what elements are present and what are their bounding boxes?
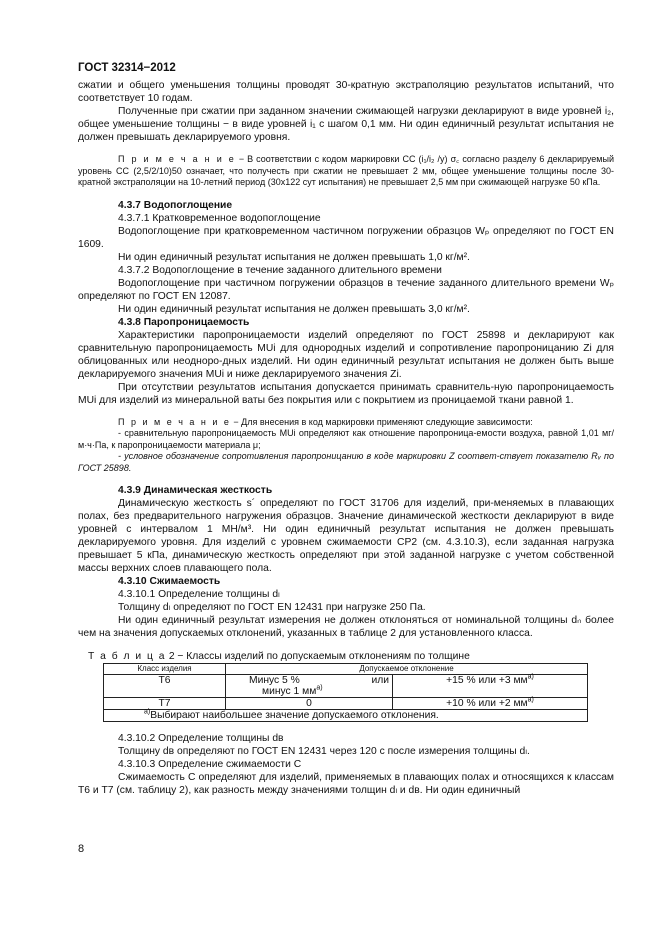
table-cell-text: +15 % или +3 мм bbox=[446, 675, 528, 686]
paragraph: Ни один единичный результат испытания не должен превышать 1,0 кг/м². bbox=[118, 251, 470, 263]
note-text: − Для внесения в код маркировки применяют следующие зависимости: bbox=[230, 416, 533, 427]
note-label: П р и м е ч а н и е bbox=[118, 154, 236, 164]
note-text: − В соответствии с кодом маркировки CC (i₁/i₂ /y) σ꜀ согласно разделу 6 декларируемый уровень CC (2,5/2/10)50 означает, что получесть при сжатии не превышает 2 мм, общее уменьшение толщины после 30-кратной экстраполяции на 10-летний период (30x122 сут испытания) не превышает 2,5 мм при сжимающей нагрузке 50 кПа. bbox=[78, 154, 614, 187]
paragraph: Ни один единичный результат испытания не должен превышать 3,0 кг/м². bbox=[118, 303, 470, 315]
table-header-row bbox=[104, 664, 588, 675]
paragraph: Характеристики паропроницаемости изделий определяют по ГОСТ 25898 и декларируют как сравнительную паропроницаемость MUi для однородных изделий и сопротивление паропроницанию Zi для облицованных или неодноро-дных изделий. Ни один единичный результат испытания не должен быть выше декларируемого значения MUi и ниже декларируемого значения Zi. bbox=[78, 329, 614, 380]
table-footnote bbox=[104, 710, 588, 722]
note-label: П р и м е ч а н и е bbox=[118, 416, 231, 427]
section-heading: 4.3.7 Водопоглощение bbox=[118, 199, 233, 211]
section-heading: 4.3.8 Паропроницаемость bbox=[118, 316, 250, 328]
table-caption bbox=[88, 650, 614, 663]
subsection-heading: 4.3.7.2 Водопоглощение в течение заданного длительного времени bbox=[118, 264, 442, 276]
table-header-cell: Допускаемое отклонение bbox=[226, 664, 588, 675]
table-cell-text: Минус 5 % bbox=[249, 675, 300, 686]
page-number: 8 bbox=[78, 843, 85, 855]
footnote-text: Выбирают наибольшее значение допускаемого отклонения. bbox=[150, 710, 439, 721]
table-cell bbox=[393, 675, 588, 698]
section-heading: 4.3.10 Сжимаемость bbox=[118, 576, 221, 587]
paragraph: Полученные при сжатии при заданном значении сжимающей нагрузки декларируют в виде уровней i₂, общее уменьшение толщины − в виде уровней i₁ с шагом 0,1 мм. Ни один единичный результат испытания не должен превышать декларируемого уровня. bbox=[78, 106, 614, 143]
paragraph: Толщину dв определяют по ГОСТ EN 12431 через 120 с после измерения толщины dₗ. bbox=[118, 746, 530, 757]
table-cell-text: +10 % или +2 мм bbox=[446, 698, 528, 709]
paragraph: Сжимаемость C определяют для изделий, применяемых в плавающих полах и относящихся к классам Т6 и Т7 (см. таблицу 2), как разность между значениями толщин dₗ и dв. Ни один единичный bbox=[78, 772, 614, 796]
note-item: - сравнительную паропроницаемость MUi определяют как отношение паропроница-емости воздуха, равной 1,01 мг/м·ч·Па, к паропроницаемости материала μ; bbox=[78, 428, 614, 450]
table-cell bbox=[226, 675, 393, 698]
table-row bbox=[104, 698, 588, 710]
paragraph: Толщину dₗ определяют по ГОСТ EN 12431 при нагрузке 250 Па. bbox=[118, 602, 426, 613]
table-cell: Т6 bbox=[104, 675, 226, 698]
table-footnote-row bbox=[104, 710, 588, 722]
subsection-heading: 4.3.10.3 Определение сжимаемости C bbox=[118, 759, 302, 770]
table-cell: Т7 bbox=[104, 698, 226, 710]
table-header-cell: Класс изделия bbox=[104, 664, 226, 675]
note bbox=[78, 154, 614, 189]
note bbox=[78, 417, 614, 429]
paragraph: Ни один единичный результат измерения не должен отклоняться от номинальной толщины dₙ более чем на значения допускаемых отклонений, указанных в таблице 2 для установленного класса. bbox=[78, 615, 614, 639]
footnote-mark: a) bbox=[144, 708, 151, 716]
section-heading: 4.3.9 Динамическая жесткость bbox=[118, 485, 273, 496]
standard-header: ГОСТ 32314−2012 bbox=[78, 62, 176, 74]
table-cell-text: или bbox=[371, 675, 389, 686]
subsection-heading: 4.3.10.1 Определение толщины dₗ bbox=[118, 589, 280, 600]
document-page bbox=[78, 62, 614, 797]
note-item: - условное обозначение сопротивления паропроницанию в коде маркировки Z соответ-ствует показателю Rᵥ по ГОСТ 25898. bbox=[78, 451, 614, 473]
paragraph: Водопоглощение при кратковременном частичном погружении образцов Wₚ определяют по ГОСТ EN 1609. bbox=[78, 225, 614, 250]
footnote-ref: a) bbox=[527, 673, 534, 681]
subsection-heading: 4.3.7.1 Кратковременное водопоглощение bbox=[118, 212, 321, 224]
table-cell: 0 bbox=[226, 698, 393, 710]
footnote-ref: a) bbox=[527, 696, 534, 704]
subsection-heading: 4.3.10.2 Определение толщины dв bbox=[118, 733, 284, 744]
table-cell bbox=[393, 698, 588, 710]
paragraph: При отсутствии результатов испытания допускается принимать сравнитель-ную паропроницаемость MUi для изделий из минеральной ваты без покрытия или с покрытием из проницаемой ткани равной 1. bbox=[78, 381, 614, 406]
paragraph: Динамическую жесткость s´ определяют по ГОСТ 31706 для изделий, при-меняемых в плавающих полах, без предварительного нагружения образцов. Значение динамической жесткости декларируют в виде уровней с интервалом 1 МН/м³. Ни один единичный результат испытания не должен превышать декларируемого уровня. Для изделий с уровнем сжимаемости CP2 (см. 4.3.10.3), если заданная нагрузка превышает 5 кПа, динамическую жесткость определяют при этой заданной нагрузке с учетом собственной массы верхних слоев плавающего пола. bbox=[78, 498, 614, 574]
table-caption-text: 2 − Классы изделий по допускаемым отклонениям по толщине bbox=[165, 651, 470, 662]
table-caption-label: Т а б л и ц а bbox=[88, 651, 166, 662]
tolerance-table bbox=[103, 663, 588, 722]
paragraph: сжатии и общего уменьшения толщины проводят 30-кратную экстраполяцию результатов испытаний, что соответствует 10 годам. bbox=[78, 80, 614, 104]
table-row bbox=[104, 675, 588, 698]
footnote-ref: a) bbox=[316, 684, 323, 692]
table-cell-text: минус 1 мм bbox=[262, 686, 317, 697]
paragraph: Водопоглощение при частичном погружении образцов в течение заданного длительного времени Wₚ определяют по ГОСТ EN 12087. bbox=[78, 277, 614, 302]
